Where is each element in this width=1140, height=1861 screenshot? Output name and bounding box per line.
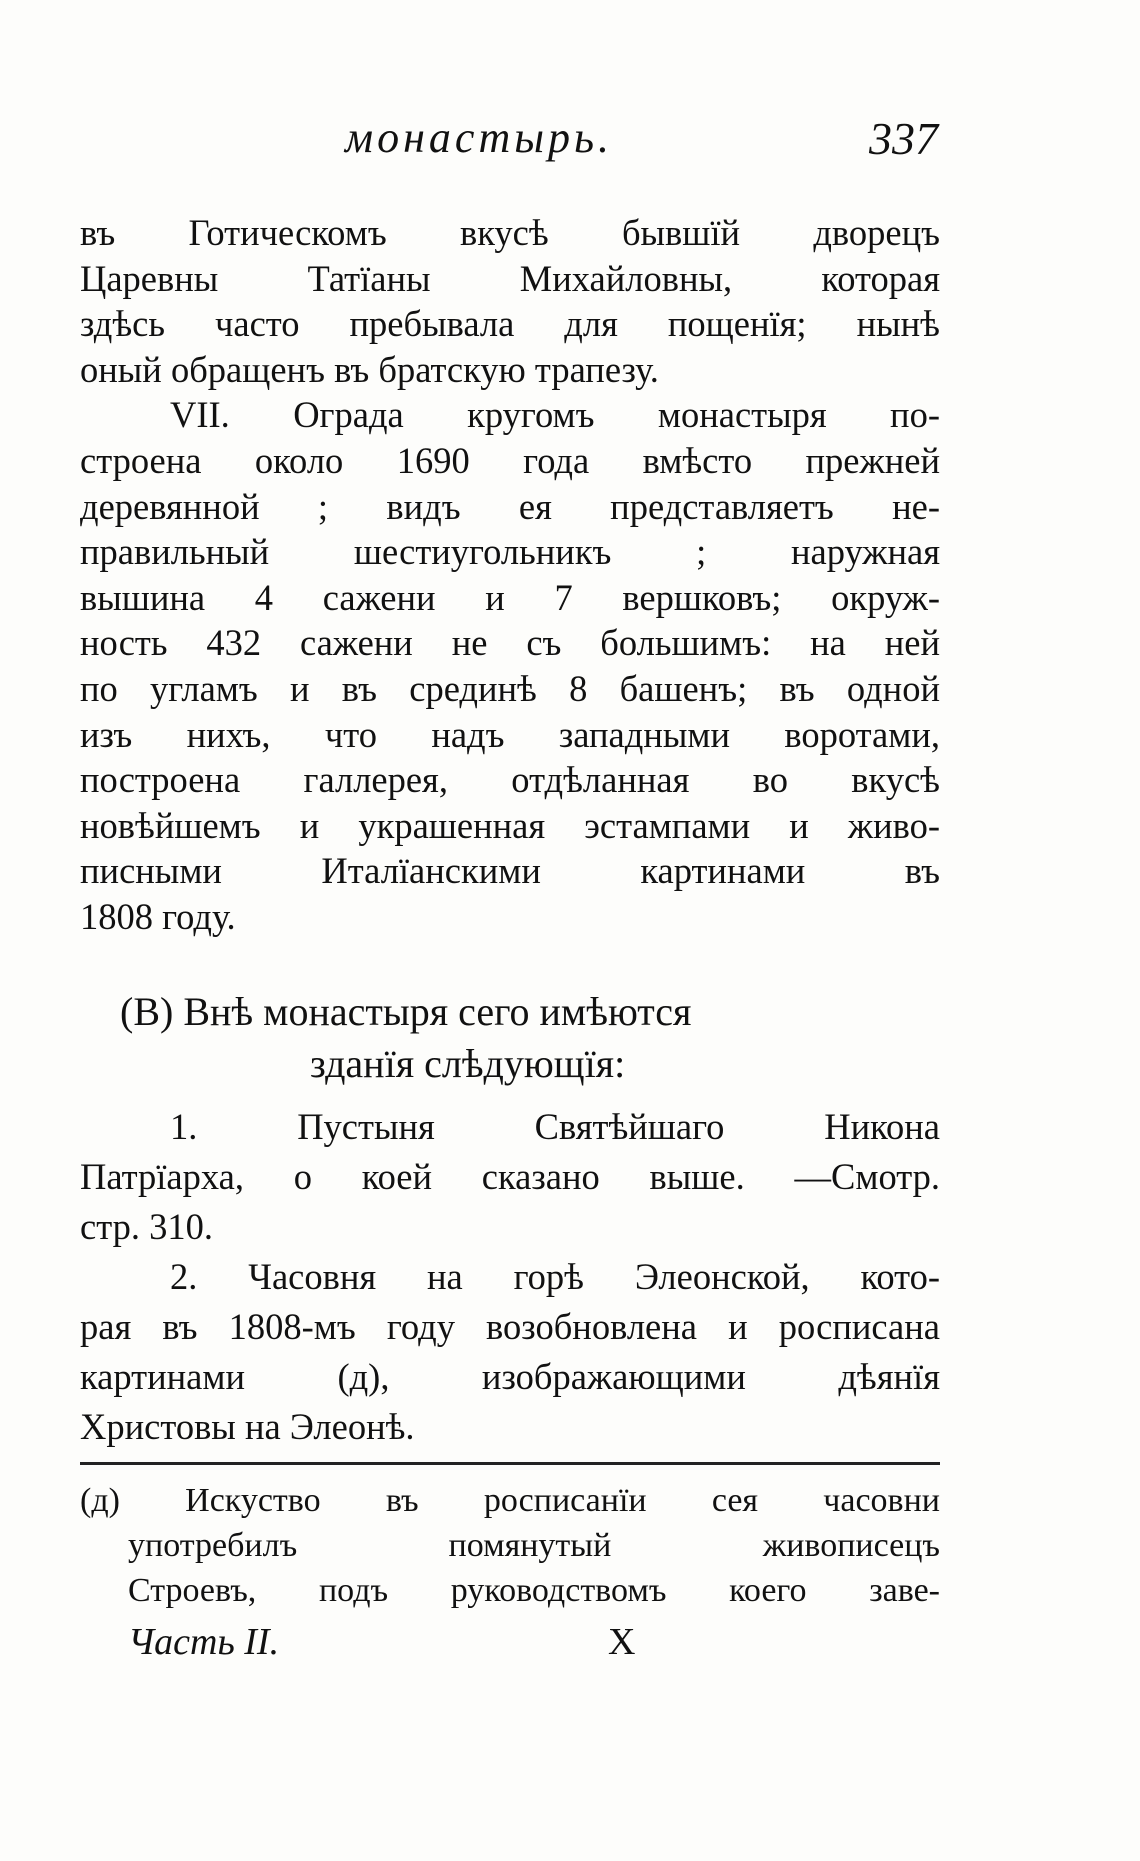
text-line: изъ нихъ, что надъ западными воротами, <box>80 713 940 755</box>
text-line: вышина 4 сажени и 7 вершковъ; окруж- <box>80 576 940 618</box>
page-header <box>80 112 940 172</box>
signature-line <box>128 1620 688 1664</box>
text-line: рая въ 1808-мъ году возобновлена и росписана <box>80 1306 940 1347</box>
running-head: монастырь. <box>345 113 614 162</box>
text-line: правильный шестиугольникъ ; наружная <box>80 531 940 573</box>
footnote <box>80 1478 940 1613</box>
page-number: 337 <box>869 113 938 164</box>
paragraph-start-line: VII. Ограда кругомъ монастыря по- <box>170 394 940 436</box>
text-line: картинами (д), изображающими дѣянїя <box>80 1356 940 1397</box>
text-line: стр. 310. <box>80 1206 213 1247</box>
list-item-start: 2. Часовня на горѣ Элеонской, кото- <box>170 1256 940 1297</box>
text-line: Христовы на Элеонѣ. <box>80 1406 415 1447</box>
text-line: ность 432 сажени не съ большимъ: на ней <box>80 622 940 664</box>
text-line: Патрїарха, о коей сказано выше. —Смотр. <box>80 1156 940 1197</box>
footnote-rule <box>80 1462 940 1468</box>
text-line: въ Готическомъ вкусѣ бывшїй дворецъ <box>80 212 940 253</box>
section-heading <box>120 986 900 1090</box>
volume-signature: Часть II. <box>128 1621 280 1663</box>
text-line: оный обращенъ въ братскую трапезу. <box>80 348 659 390</box>
body-text <box>80 210 940 940</box>
footnote-line: (д) Искуство въ росписанїи сея часовни <box>80 1482 940 1519</box>
section-heading-line: (В) Внѣ монастыря сего имѣются <box>120 989 692 1034</box>
list-item-start: 1. Пустыня Святѣйшаго Никона <box>170 1106 940 1147</box>
section-heading-line: зданїя слѣдующїя: <box>310 1041 626 1086</box>
items-list <box>80 1102 940 1452</box>
text-line: Царевны Татїаны Михайловны, которая <box>80 257 940 299</box>
text-line: строена около 1690 года вмѣсто прежней <box>80 439 940 481</box>
text-line: здѣсь часто пребывала для пощенїя; нынѣ <box>80 303 940 345</box>
text-line: построена галлерея, отдѣланная во вкусѣ <box>80 759 940 801</box>
text-line: по угламъ и въ срединѣ 8 башенъ; въ одной <box>80 667 940 709</box>
text-line: деревянной ; видъ ея представляетъ не- <box>80 485 940 527</box>
footnote-line: употребилъ помянутый живописецъ <box>128 1527 940 1564</box>
text-line: 1808 году. <box>80 895 236 937</box>
gathering-mark: X <box>608 1621 636 1663</box>
footnote-line: Строевъ, подъ руководствомъ коего заве- <box>128 1572 940 1609</box>
text-line: новѣйшемъ и украшенная эстампами и живо- <box>80 804 940 846</box>
text-line: писными Италїанскими картинами въ <box>80 850 940 892</box>
